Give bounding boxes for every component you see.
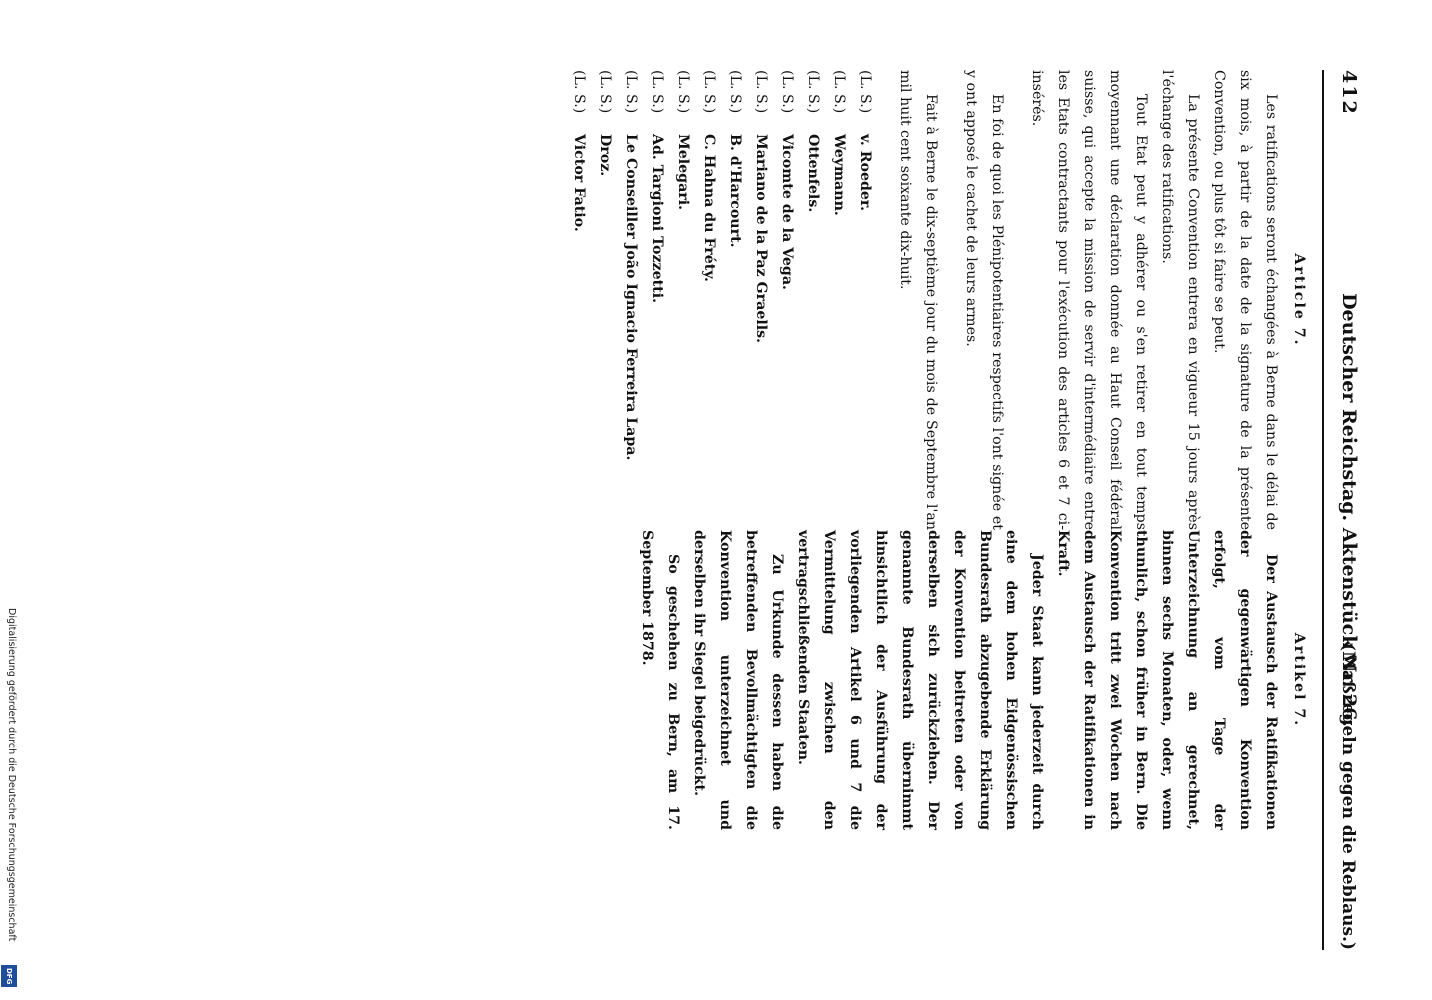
signatory-name: v. Roeder. — [857, 134, 873, 212]
dfg-logo: DFG — [1, 965, 17, 987]
seal-mark: (L. S.) — [597, 70, 613, 114]
signature-row — [800, 70, 826, 530]
page-title: Deutscher Reichstag. Aktenstück Nr. 26. — [1338, 293, 1360, 727]
paragraph: En foi de quoi les Plénipotentiaires respectifs l'ont signée et y ont apposé le cachet de leurs armes. — [963, 70, 1005, 530]
paragraph: La présente Convention entrera en vigueur 15 jours après l'échange des ratifications. — [1159, 70, 1201, 530]
paragraph: Tout Etat peut y adhérer ou s'en retirer en tout temps moyennant une déclaration donnée au Haut Conseil fédéral suisse, qui accepte la mission de servir d'intermédiaire entre les Etats contractants pour l'exécution des articles 6 et 7 ci-insérés. — [1029, 70, 1149, 530]
page-number: 412 — [1338, 70, 1360, 116]
seal-mark: (L. S.) — [831, 70, 847, 114]
signature-row — [774, 70, 800, 530]
signature-row — [696, 70, 722, 530]
signature-row — [852, 70, 878, 530]
digitization-credit — [0, 590, 22, 1000]
signatory-name: C. Hahna du Fréty. — [701, 134, 717, 282]
signature-list — [566, 70, 878, 530]
seal-mark: (L. S.) — [805, 70, 821, 114]
seal-mark: (L. S.) — [727, 70, 743, 114]
signatory-name: Ottenfels. — [805, 134, 821, 213]
signature-row — [566, 70, 592, 530]
article-title-fr: Article 7. — [1291, 253, 1307, 347]
paragraph: So geschehen zu Bern, am 17. September 1878. — [639, 530, 681, 830]
signature-row — [618, 70, 644, 530]
seal-mark: (L. S.) — [675, 70, 691, 114]
paragraph: Fait à Berne le dix-septième jour du mois de Septembre l'an mil huit cent soixante dix-huit. — [897, 70, 939, 530]
paragraph: Zu Urkunde dessen haben die betreffenden Bevollmächtigten die Konvention unterzeichnet und derselben ihr Siegel beigedrückt. — [691, 530, 785, 830]
page-header — [1322, 70, 1364, 950]
paragraph: Der Austausch der Ratifikationen der gegenwärtigen Konvention erfolgt, vom Tage der Unterzeichnung an gerechnet, binnen sechs Monaten, oder, wenn thunlich, schon früher in Bern. Die Konvention tritt zwei Wochen nach dem Austausch der Ratifikationen in Kraft. — [1055, 530, 1279, 830]
seal-mark: (L. S.) — [779, 70, 795, 114]
signatory-name: Vicomte de la Vega. — [779, 134, 795, 290]
seal-mark: (L. S.) — [753, 70, 769, 114]
signature-row — [644, 70, 670, 530]
signatory-name: B. d'Harcourt. — [727, 134, 743, 248]
signature-row — [592, 70, 618, 530]
article-title-de: Artikel 7. — [1291, 632, 1307, 728]
signature-row — [826, 70, 852, 530]
signatory-name: Le Conseiller João Ignacio Ferreira Lapa. — [623, 134, 639, 461]
seal-mark: (L. S.) — [623, 70, 639, 114]
credit-text: Digitalisierung gefördert durch die Deutsche Forschungsgemeinschaft — [6, 608, 17, 942]
signatory-name: Victor Fatio. — [571, 134, 587, 232]
signature-row — [670, 70, 696, 530]
signatory-name: Mariano de la Paz Graells. — [753, 134, 769, 344]
signatory-name: Ad. Targioni Tozzetti. — [649, 134, 665, 304]
signatory-name: Weymann. — [831, 134, 847, 216]
seal-mark: (L. S.) — [571, 70, 587, 114]
signature-row — [748, 70, 774, 530]
paragraph: Les ratifications seront échangées à Berne dans le délai de six mois, à partir de la date de la signature de la présente Convention, ou plus tôt si faire se peut. — [1211, 70, 1279, 530]
german-column — [634, 530, 1312, 830]
paragraph: Jeder Staat kann jederzeit durch eine dem hohen Eidgenössischen Bundesrath abzugebende Erklärung der Konvention beitreten oder von derselben sich zurückziehen. Der genannte Bundesrath übernimmt hinsichtlich der Ausführung der vorliegenden Artikel 6 und 7 die Vermittelung zwischen den vertragschließenden Staaten. — [795, 530, 1045, 830]
french-column — [566, 70, 1312, 530]
seal-mark: (L. S.) — [649, 70, 665, 114]
page-subtitle: (Maßregeln gegen die Reblaus.) — [1338, 643, 1358, 950]
seal-mark: (L. S.) — [857, 70, 873, 114]
signature-row — [722, 70, 748, 530]
seal-mark: (L. S.) — [701, 70, 717, 114]
signatory-name: Droz. — [597, 134, 613, 177]
signatory-name: Melegari. — [675, 134, 691, 211]
